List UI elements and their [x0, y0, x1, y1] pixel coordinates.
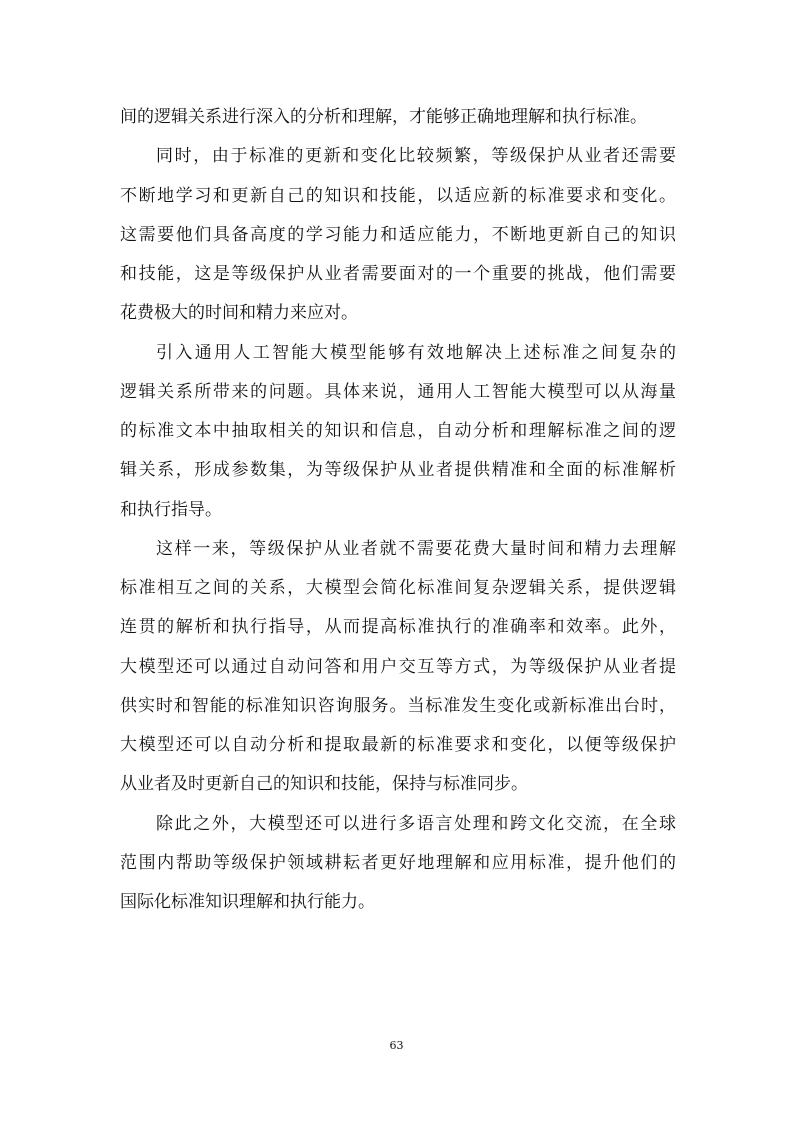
- text-line: 的标准文本中抽取相关的知识和信息，自动分析和理解标准之间的逻: [120, 421, 676, 441]
- text-line: 不断地学习和更新自己的知识和技能，以适应新的标准要求和变化。: [120, 185, 676, 206]
- text-line: 国际化标准知识理解和执行能力。: [120, 892, 375, 912]
- text-line: 除此之外，大模型还可以进行多语言处理和跨文化交流，在全球: [156, 813, 676, 834]
- text-line: 间的逻辑关系进行深入的分析和理解，才能够正确地理解和执行标准。: [120, 107, 647, 127]
- paragraph: [120, 334, 676, 530]
- paragraph: [120, 137, 676, 333]
- text-line: 大模型还可以通过自动问答和用户交互等方式，为等级保护从业者提: [120, 656, 676, 677]
- paragraph: [120, 805, 676, 923]
- text-line: 范围内帮助等级保护领域耕耘者更好地理解和应用标准，提升他们的: [120, 852, 676, 873]
- text-line: 这样一来，等级保护从业者就不需要花费大量时间和精力去理解: [156, 538, 676, 559]
- text-line: 同时，由于标准的更新和变化比较频繁，等级保护从业者还需要: [156, 146, 676, 167]
- text-line: 引入通用人工智能大模型能够有效地解决上述标准之间复杂的: [156, 342, 676, 363]
- text-line: 连贯的解析和执行指导，从而提高标准执行的准确率和效率。此外，: [120, 617, 676, 638]
- text-line: 和技能，这是等级保护从业者需要面对的一个重要的挑战，他们需要: [120, 264, 676, 284]
- text-line: 辑关系，形成参数集，为等级保护从业者提供精准和全面的标准解析: [120, 460, 676, 481]
- page-number: 63: [389, 1039, 404, 1052]
- paragraph: [120, 98, 676, 137]
- text-line: 大模型还可以自动分析和提取最新的标准要求和变化，以便等级保护: [120, 735, 676, 755]
- text-line: 逻辑关系所带来的问题。具体来说，通用人工智能大模型可以从海量: [120, 381, 676, 402]
- text-line: 标准相互之间的关系，大模型会简化标准间复杂逻辑关系，提供逻辑: [120, 578, 676, 598]
- body-text: [120, 98, 676, 922]
- text-line: 供实时和智能的标准知识咨询服务。当标准发生变化或新标准出台时，: [120, 695, 676, 716]
- paragraph: [120, 530, 676, 805]
- text-line: 从业者及时更新自己的知识和技能，保持与标准同步。: [120, 774, 528, 795]
- text-line: 和执行指导。: [120, 499, 222, 520]
- text-line: 花费极大的时间和精力来应对。: [120, 303, 358, 324]
- text-line: 这需要他们具备高度的学习能力和适应能力，不断地更新自己的知识: [120, 224, 676, 245]
